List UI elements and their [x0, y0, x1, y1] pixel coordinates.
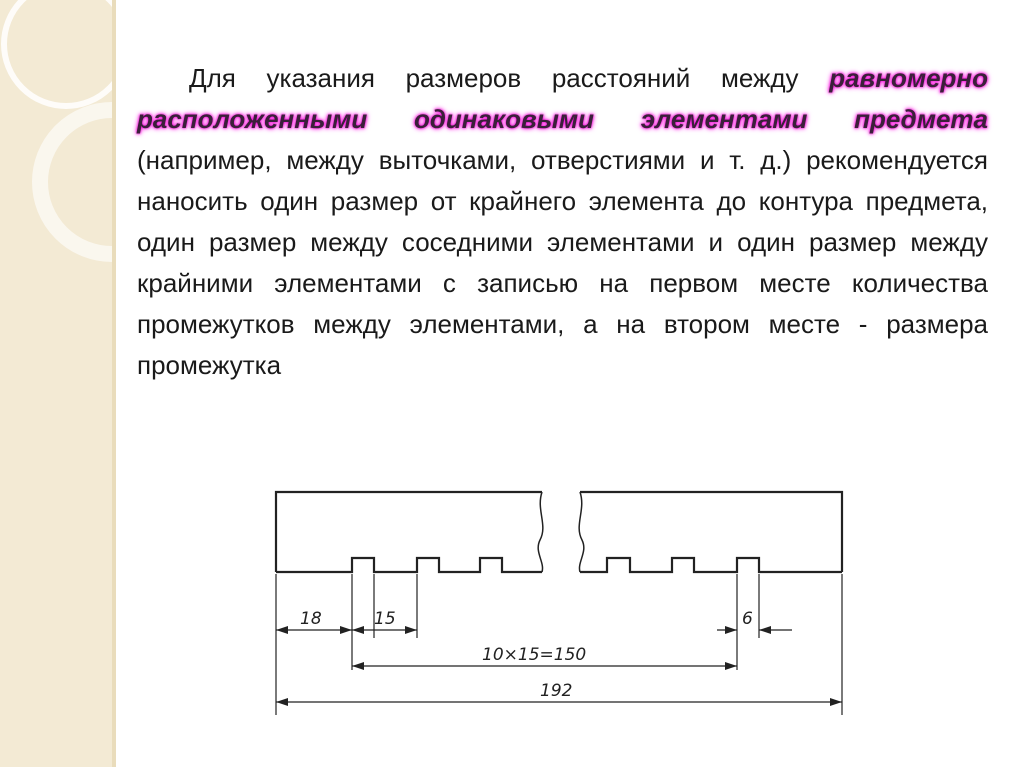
dimension-label-groove: 6	[742, 609, 753, 629]
dimension-label-total: 192	[540, 681, 573, 701]
dimension-label-span: 10×15=150	[482, 645, 587, 665]
body-paragraph	[137, 58, 988, 386]
sidebar-divider	[112, 0, 116, 767]
decorative-sidebar	[0, 0, 112, 767]
part-outline-right	[580, 492, 842, 572]
part-outline-left	[276, 492, 542, 572]
dimension-label-edge: 18	[300, 609, 322, 629]
break-line-right	[579, 492, 584, 572]
break-line-left	[538, 492, 543, 572]
paragraph-rest: (например, между выточками, отверстиями и т. д.) рекомендуется наносить один размер от крайнего элемента до контура предмета, один размер между соседними элементами и один размер между крайними элементами с записью на первом месте количества промежутков между элементами, а на втором месте - размера промежутка	[137, 145, 988, 380]
decorative-rings	[0, 0, 112, 767]
highlighted-phrase: равномерно расположенными одинаковыми элементами предмета	[137, 63, 988, 134]
technical-drawing	[262, 480, 862, 725]
dimension-label-pitch: 15	[374, 609, 396, 629]
paragraph-intro: Для указания размеров расстояний между	[189, 63, 830, 93]
